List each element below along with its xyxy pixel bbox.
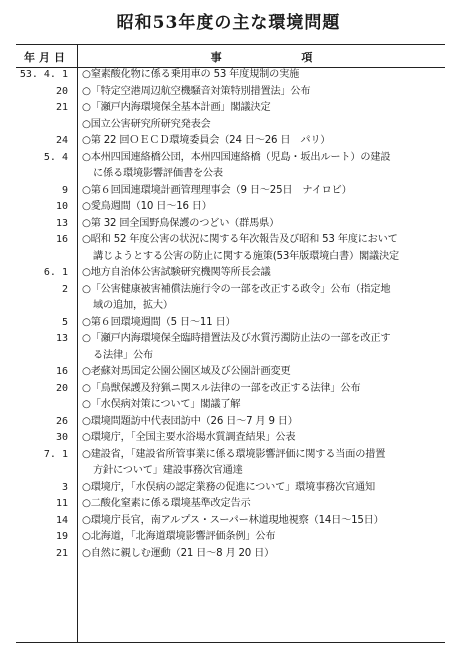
entry-text	[82, 381, 444, 414]
entry-line: ○「瀬戸内海環境保全臨時措置法及び水質汚濁防止法の一部を改正す	[82, 333, 391, 344]
entry-date: 19	[55, 531, 68, 542]
entry-date: 14	[55, 514, 68, 526]
table-row	[16, 216, 445, 233]
entry-line: ○第６回環境週間（5 日～11 日）	[82, 316, 236, 328]
entry-text	[82, 496, 444, 513]
entry-date: 53. 4. 1	[19, 69, 68, 80]
table-header	[16, 45, 445, 68]
entry-text	[82, 216, 444, 233]
header-date: 年月日	[24, 51, 69, 64]
entry-line: ○老蘇対馬国定公園公園区域及び公園計画変更	[82, 366, 291, 377]
entry-text	[82, 232, 444, 265]
entry-text	[82, 67, 444, 84]
entry-line: ○地方自治体公害試験研究機関等所長会議	[82, 267, 271, 278]
entry-text	[82, 513, 444, 530]
entry-line: ○自然に親しむ運動（21 日～8 月 20 日）	[82, 547, 275, 559]
entry-text	[82, 282, 444, 315]
entry-text	[82, 480, 444, 497]
entry-text	[82, 331, 444, 364]
entry-date: 13	[55, 333, 68, 344]
entry-date: 16	[55, 234, 68, 245]
entry-date: 26	[55, 415, 68, 427]
table-row	[16, 117, 445, 134]
entry-line: る法律」公布	[93, 349, 153, 361]
entry-text	[82, 315, 444, 332]
table-row	[16, 414, 445, 431]
entry-text	[82, 183, 444, 200]
table-row	[16, 496, 445, 513]
entry-line: ○昭和 52 年度公害の状況に関する年次報告及び昭和 53 年度において	[82, 234, 398, 245]
entry-date: 21	[55, 547, 68, 559]
entry-text	[82, 430, 444, 447]
entry-line: ○第６回国連環境計画管理理事会（9 日～25日 ナイロビ）	[82, 184, 352, 196]
header-item	[78, 49, 445, 65]
table-row	[16, 265, 445, 282]
entry-text	[82, 529, 444, 546]
entry-date: 2	[61, 283, 68, 295]
table-row	[16, 480, 445, 497]
entry-date: 10	[55, 201, 68, 212]
table-row	[16, 331, 445, 364]
entry-line: ○建設省，「建設省所管事業に係る環境影響評価に関する当面の措置	[82, 448, 386, 460]
entry-date: 5	[61, 316, 68, 328]
entry-line: 域の追加，拡大）	[93, 300, 173, 311]
table-row	[16, 513, 445, 530]
entry-line: ○「公害健康被害補償法施行令の一部を改正する政令」公布（指定地	[82, 283, 391, 295]
table-row	[16, 67, 445, 84]
header-item-char-1: 事	[210, 51, 222, 64]
table-row	[16, 364, 445, 381]
entry-text	[82, 447, 444, 480]
entry-text	[82, 84, 444, 101]
entry-line: ○「鳥獣保護及狩猟ニ関スル法律の一部を改正する法律」公布	[82, 382, 361, 394]
table-body	[16, 67, 445, 562]
entry-date: 30	[55, 432, 68, 443]
entry-line: ○二酸化窒素に係る環境基準改定告示	[82, 498, 251, 509]
entry-line: ○国立公害研究所研究発表会	[82, 118, 211, 130]
entry-text	[82, 414, 444, 431]
entry-date: 7. 1	[43, 448, 68, 460]
entry-date: 16	[55, 366, 68, 377]
table-row	[16, 84, 445, 101]
entry-line: ○窒素酸化物に係る乗用車の 53 年度規制の実施	[82, 69, 300, 80]
entry-date: 5. 4	[43, 151, 68, 163]
entry-line: ○「瀬戸内海環境保全基本計画」閣議決定	[82, 102, 271, 113]
entry-line: ○「水俣病対策について」閣議了解	[82, 399, 241, 410]
page-title: 昭和53年度の主な環境問題	[116, 13, 341, 33]
entry-line: ○第 22 回ＯＥＣＤ環境委員会（24 日～26 日 パリ）	[82, 135, 331, 146]
entry-line: ○環境庁長官，南アルプス・スーパー林道現地視察（14日～15日）	[82, 514, 384, 526]
table-row	[16, 315, 445, 332]
entry-text	[82, 133, 444, 150]
entry-text	[82, 546, 444, 563]
table-row	[16, 133, 445, 150]
entry-date: 6. 1	[43, 267, 68, 278]
table-row	[16, 150, 445, 183]
entry-line: ○環境問題訪中代表団訪中（26 日～7 月 9 日）	[82, 415, 298, 427]
entry-date: 20	[55, 382, 68, 394]
entry-text	[82, 265, 444, 282]
entry-date: 3	[61, 481, 68, 493]
table-row	[16, 529, 445, 546]
entry-text	[82, 364, 444, 381]
entry-date: 24	[55, 135, 68, 146]
entry-line: 講じようとする公害の防止に関する施策(53年版環境白書）閣議決定	[93, 250, 399, 262]
entry-line: 方針について」建設事務次官通達	[93, 465, 243, 476]
entry-text	[82, 100, 444, 117]
entry-line: ○「特定空港周辺航空機騒音対策特別措置法」公布	[82, 85, 311, 97]
entry-line: ○愛鳥週間（10 日～16 日）	[82, 201, 212, 212]
entry-date: 11	[55, 498, 68, 509]
table-row	[16, 199, 445, 216]
entry-line: ○環境庁，「全国主要水浴場水質調査結果」公表	[82, 432, 296, 443]
table-row	[16, 381, 445, 414]
entry-date: 20	[55, 85, 68, 97]
entry-date: 9	[61, 184, 68, 196]
events-table	[16, 44, 445, 643]
entry-line: ○北海道，「北海道環境影響評価条例」公布	[82, 531, 276, 542]
table-row	[16, 282, 445, 315]
entry-date: 13	[55, 217, 68, 229]
table-row	[16, 232, 445, 265]
table-row	[16, 430, 445, 447]
table-row	[16, 100, 445, 117]
entry-text	[82, 150, 444, 183]
table-row	[16, 546, 445, 563]
entry-line: ○環境庁，「水俣病の認定業務の促進について」環境事務次官通知	[82, 481, 376, 493]
entry-line: に係る環境影響評価書を公表	[93, 168, 223, 179]
entry-text	[82, 117, 444, 134]
entry-line: ○第 32 回全国野鳥保護のつどい（群馬県）	[82, 217, 280, 229]
entry-date: 21	[55, 102, 68, 113]
header-item-char-2: 項	[301, 51, 313, 64]
table-row	[16, 183, 445, 200]
entry-line: ○本州四国連絡橋公団，本州四国連絡橋（児島・坂出ルート）の建設	[82, 151, 391, 163]
table-row	[16, 447, 445, 480]
entry-text	[82, 199, 444, 216]
